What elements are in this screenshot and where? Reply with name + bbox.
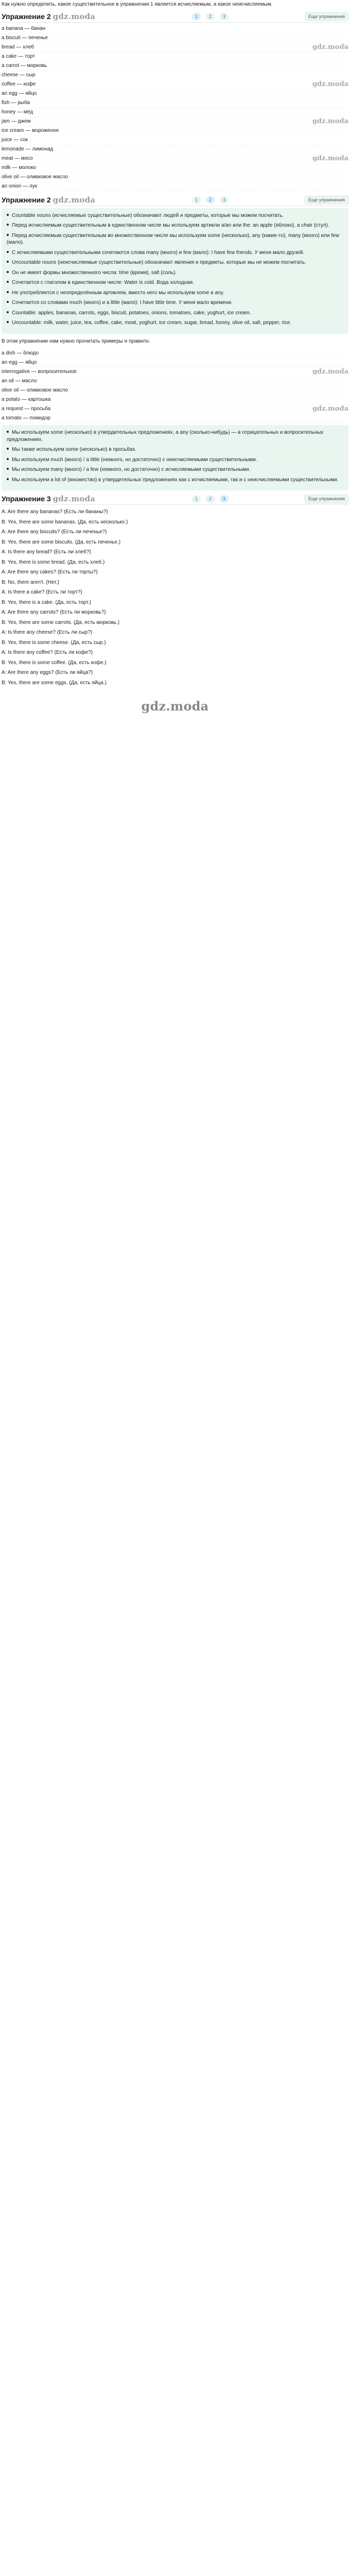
list-item: [2, 25, 348, 34]
list-item: [2, 386, 348, 395]
bullet-icon: [7, 261, 9, 263]
list-item-text: a dish — блюдо: [2, 350, 39, 356]
list-item-text: an oil — масло: [2, 378, 37, 384]
list-item-text: juice — сок: [2, 137, 28, 143]
bullet-icon: [7, 234, 9, 236]
list-item-text: meat — мясо: [2, 156, 33, 162]
exercise-title: Упражнение 2: [2, 195, 51, 204]
rule-text: Не употребляется с неопределённым артиклем, вместо него мы используем some и any.: [12, 290, 224, 296]
page-1-button[interactable]: 1: [192, 495, 201, 502]
exercise-header-1: [2, 11, 348, 23]
list-item: [2, 43, 348, 53]
watermark: gdz.moda: [52, 11, 96, 21]
rule-paragraph: [7, 429, 343, 443]
list-item-text: bread — хлеб: [2, 44, 34, 50]
watermark: gdz.moda: [312, 155, 348, 163]
qa-line: A: Are there any bananas? (Есть ли бананы?): [2, 509, 108, 515]
list-item-text: honey — мёд: [2, 109, 33, 115]
intro-text: Как нужно определить, какое существительное в упражнении 1 является исчисляемым, а какое неисчисляемым.: [2, 2, 273, 7]
rule-text: Uncountable nouns (неисчисляемые существительные) обозначают явления и предметы, которые мы не можем посчитать.: [12, 260, 306, 265]
page-1-button[interactable]: 1: [192, 13, 201, 20]
qa-line: B: Yes, there are some carrots. (Да, есть морковь.): [2, 619, 120, 625]
qa-line: A: Is there any bread? (Есть ли хлеб?): [2, 549, 91, 555]
list-item: [2, 80, 348, 90]
rule-text: Мы используем much (много) / a little (немного, но достаточно) с неисчисляемыми существительными.: [12, 456, 257, 463]
page-3-button[interactable]: 3: [220, 13, 229, 20]
qa-line: B: Yes, there is a cake. (Да, есть торт.): [2, 599, 91, 605]
page-3-button[interactable]: 3: [220, 495, 229, 502]
list-item-text: milk — молоко: [2, 165, 37, 171]
rules-box-quantifiers: [2, 425, 348, 490]
watermark: gdz.moda: [52, 195, 96, 205]
list-item-text: an egg — яйцо: [2, 91, 37, 97]
list-item-text: a banana — банан: [2, 26, 45, 32]
more-exercises-button[interactable]: Еще упражнения: [305, 12, 348, 21]
list-item-text: fish — рыба: [2, 100, 30, 106]
bullet-icon: [7, 301, 9, 303]
list-item: [2, 349, 348, 358]
qa-line: A: Are there any eggs? (Есть ли яйца?): [2, 670, 93, 675]
page-2-button[interactable]: 2: [206, 196, 215, 204]
qa-line: A: Are there any biscuits? (Есть ли печенье?): [2, 529, 107, 535]
list-item: [2, 395, 348, 404]
rule-text: Перед исчисляемым существительным в единственном числе мы используем артикли a/an или the: an apple (яблоко), a chair (стул).: [12, 223, 329, 228]
rule-text: Перед исчисляемым существительным во множественном числе мы используем some (несколько), any (какие-то), many (много) или few (мало).: [7, 232, 339, 245]
qa-line: A: Is there any coffee? (Есть ли кофе?): [2, 650, 93, 655]
qa-line: B: Yes, there are some eggs. (Да, есть яйца.): [2, 680, 107, 686]
rule-text: Мы используем many (много) / a few (немного, но достаточно) с исчисляемыми существительными.: [12, 467, 251, 472]
list-item: [2, 377, 348, 386]
pager: [192, 13, 229, 20]
page-3-button[interactable]: 3: [220, 196, 229, 204]
list-item: [2, 182, 348, 192]
rule-text: Он не имеет формы множественного числа: time (время), salt (соль).: [12, 269, 177, 276]
exercise-header-3: [2, 494, 348, 505]
page: [0, 0, 350, 726]
qa-line: A: Are there any cakes? (Есть ли торты?): [2, 569, 98, 575]
list-item: [2, 367, 348, 377]
list-item-text: ice cream — мороженое: [2, 128, 59, 134]
watermark: gdz.moda: [52, 494, 96, 504]
qa-line: B: Yes, there are some bananas. (Да, есть несколько.): [2, 519, 128, 525]
rules-box-countable: [2, 208, 348, 334]
rule-paragraph: [7, 477, 343, 484]
list-item: [2, 155, 348, 164]
bullet-icon: [7, 214, 9, 216]
list-item-text: a carrot — морковь: [2, 63, 47, 69]
bullet-icon: [7, 281, 9, 283]
qa-line: B: Yes, there is some coffee. (Да, есть кофе.): [2, 659, 107, 666]
list-item: [2, 164, 348, 173]
more-exercises-button[interactable]: Еще упражнения: [305, 196, 348, 204]
list-item: [2, 34, 348, 43]
exercise-title: Упражнение 3: [2, 495, 51, 503]
exercise-title: Упражнение 2: [2, 12, 51, 21]
rule-paragraph: [7, 319, 343, 327]
list-item: [2, 71, 348, 80]
list-item: [2, 127, 348, 136]
bullet-icon: [7, 478, 9, 480]
list-item-text: a cake — торт: [2, 54, 35, 60]
bullet-icon: [7, 431, 9, 433]
watermark: gdz.moda: [312, 43, 348, 52]
bullet-icon: [7, 321, 9, 323]
rule-paragraph: [7, 299, 343, 307]
watermark: gdz.moda: [141, 699, 209, 714]
word-list-2: [2, 349, 348, 423]
rule-paragraph: [7, 212, 343, 219]
rule-text: Countable: apples, bananas, carrots, eggs, biscuit, potatoes, onions, tomatoes, cake, yoghurt, ice cream.: [12, 310, 251, 316]
watermark: gdz.moda: [312, 80, 348, 89]
bullet-icon: [7, 251, 9, 253]
watermark: gdz.moda: [312, 404, 348, 413]
qa-line: A: Is there a cake? (Есть ли торт?): [2, 589, 82, 595]
page-2-button[interactable]: 2: [206, 495, 215, 502]
pager: [192, 495, 229, 502]
rule-text: С исчисляемыми существительными сочетаются слова many (много) и few (мало): I have few friends. У меня мало друзей.: [12, 249, 305, 256]
rule-paragraph: [7, 259, 343, 266]
pager: [192, 196, 229, 204]
rule-paragraph: [7, 456, 343, 464]
rule-paragraph: [7, 310, 343, 317]
page-2-button[interactable]: 2: [206, 13, 215, 20]
list-item-text: a tomato — помидор: [2, 415, 50, 421]
list-item: [2, 117, 348, 127]
list-item-text: a request — просьба: [2, 405, 51, 412]
list-item: [2, 53, 348, 62]
bullet-icon: [7, 448, 9, 450]
list-item: [2, 136, 348, 145]
qa-line: B: Yes, there is some bread. (Да, есть хлеб.): [2, 559, 105, 565]
watermark: gdz.moda: [312, 117, 348, 126]
qa-line: A: Are there any carrots? (Есть ли морковь?): [2, 609, 106, 615]
rule-text: Сочетается с глаголом в единственном числе: Water is cold. Вода холодная.: [12, 280, 194, 285]
bullet-icon: [7, 291, 9, 293]
list-item: [2, 358, 348, 367]
list-item: [2, 62, 348, 71]
rule-text: Сочетается со словами much (много) и a little (мало): I have little time. У меня мало времени.: [12, 300, 233, 306]
rule-text: Countable nouns (исчисляемые существительные) обозначают людей и предметы, которые мы можем посчитать.: [12, 212, 284, 218]
list-item: [2, 173, 348, 182]
list-item: [2, 99, 348, 108]
list-item-text: a biscuit — печенье: [2, 35, 48, 41]
bullet-icon: [7, 271, 9, 273]
list-item-text: olive oil — оливковое масло: [2, 174, 68, 180]
rule-paragraph: [7, 446, 343, 453]
qa-line: B: Yes, there are some biscuits. (Да, есть печенье.): [2, 539, 121, 545]
qa-line: B: No, there aren't. (Нет.): [2, 579, 59, 585]
list-item-text: an onion — лук: [2, 183, 38, 190]
exercise-header-2: [2, 195, 348, 206]
watermark: gdz.moda: [312, 367, 348, 376]
list-item-text: interrogative — вопросительное: [2, 368, 77, 375]
bullet-icon: [7, 468, 9, 470]
list-item: [2, 404, 348, 414]
list-item-text: cheese — сыр: [2, 72, 36, 78]
list-item: [2, 90, 348, 99]
rule-text: Мы также используем some (несколько) в просьбах.: [12, 447, 137, 452]
list-item-text: lemonade — лимонад: [2, 146, 54, 152]
rule-paragraph: [7, 249, 343, 257]
rule-text: Мы используем a lot of (множество) в утвердительных предложениях как с исчисляемыми, так и с неисчисляемыми существительными.: [12, 477, 339, 483]
list-item: [2, 108, 348, 117]
rule-paragraph: [7, 232, 343, 246]
list-item-text: jam — джем: [2, 118, 31, 125]
list-item-text: olive oil — оливковое масло: [2, 387, 68, 393]
rule-paragraph: [7, 269, 343, 277]
rule-text: Uncountable: milk, water, juice, tea, coffee, cake, meat, yoghurt, ice cream, sugar, bread, honey, olive oil, salt, pepper, rice.: [12, 320, 292, 326]
more-exercises-button[interactable]: Еще упражнения: [305, 495, 348, 503]
qa-list: [2, 507, 348, 688]
mid-text: В этом упражнении нам нужно прочитать примеры и правило.: [2, 338, 150, 344]
list-item-text: an egg — яйцо: [2, 359, 37, 365]
page-1-button[interactable]: 1: [192, 196, 201, 204]
list-item: [2, 414, 348, 423]
rule-text: Мы используем some (несколько) в утвердительных предложениях, а any (сколько-нибудь) — в отрицательных и вопросительных предложениях.: [7, 430, 324, 443]
list-item-text: a potato — картошка: [2, 396, 51, 402]
bullet-icon: [7, 311, 9, 313]
bullet-icon: [7, 458, 9, 460]
rule-paragraph: [7, 279, 343, 286]
qa-line: A: Is there any cheese? (Есть ли сыр?): [2, 630, 93, 635]
list-item-text: coffee — кофе: [2, 81, 36, 88]
rule-paragraph: [7, 222, 343, 229]
bullet-icon: [7, 224, 9, 226]
word-list-1: [2, 25, 348, 192]
rule-paragraph: [7, 290, 343, 297]
list-item: [2, 145, 348, 155]
qa-line: B: Yes, there is some cheese. (Да, есть сыр.): [2, 639, 106, 646]
rule-paragraph: [7, 466, 343, 473]
